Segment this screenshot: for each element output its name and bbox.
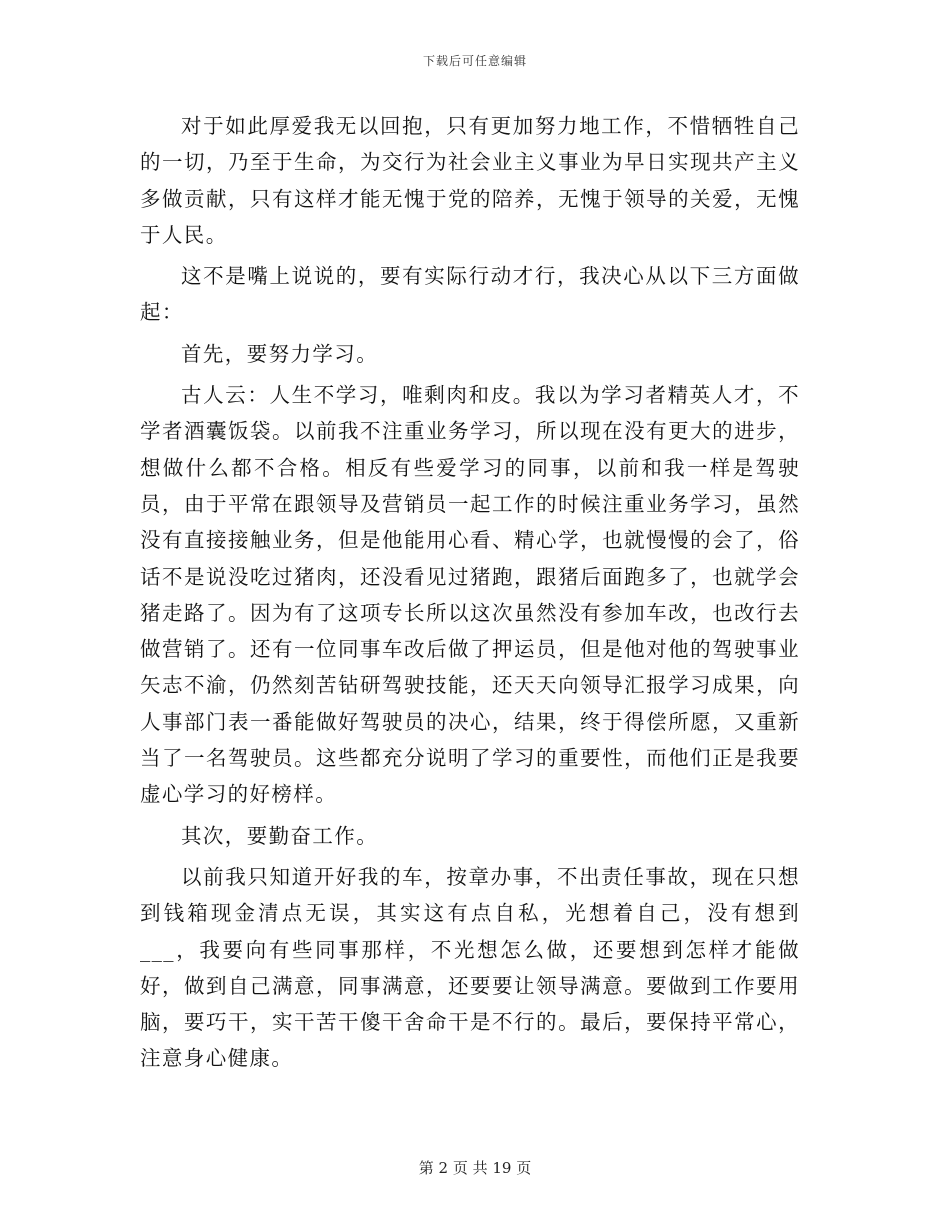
body-text	[140, 108, 800, 1082]
paragraph-gratitude: 对于如此厚爱我无以回抱，只有更加努力地工作，不惜牺牲自己的一切，乃至于生命，为交行为社会业主义事业为早日实现共产主义多做贡献，只有这样才能无愧于党的陪养，无愧于领导的关爱，无愧于人民。	[140, 114, 800, 247]
paragraph-first-point: 首先，要努力学习。	[181, 341, 379, 366]
page-header: 下载后可任意编辑	[422, 54, 527, 68]
page-number: 第 2 页 共 19 页	[418, 1159, 532, 1177]
paragraph-study: 古人云：人生不学习，唯剩肉和皮。我以为学习者精英人才，不学者酒囊饭袋。以前我不注重业务学习，所以现在没有更大的进步，想做什么都不合格。相反有些爱学习的同事，以前和我一样是驾驶员，由于平常在跟领导及营销员一起工作的时候注重业务学习，虽然没有直接接触业务，但是他能用心看、精心学，也就慢慢的会了，俗话不是说没吃过猪肉，还没看见过猪跑，跟猪后面跑多了，也就学会猪走路了。因为有了这项专长所以这次虽然没有参加车改，也改行去做营销了。还有一位同事车改后做了押运员，但是他对他的驾驶事业矢志不渝，仍然刻苦钻研驾驶技能，还天天向领导汇报学习成果，向人事部门表一番能做好驾驶员的决心，结果，终于得偿所愿，又重新当了一名驾驶员。这些都充分说明了学习的重要性，而他们正是我要虚心学习的好榜样。	[140, 383, 800, 807]
paragraph-work: 以前我只知道开好我的车，按章办事，不出责任事故，现在只想到钱箱现金清点无误，其实这有点自私，光想着自己，没有想到___，我要向有些同事那样，不光想怎么做，还要想到怎样才能做好，做到自己满意，同事满意，还要要让领导满意。要做到工作要用脑，要巧干，实干苦干傻干舍命干是不行的。最后，要保持平常心，注意身心健康。	[140, 864, 800, 1071]
paragraph-resolution: 这不是嘴上说说的，要有实际行动才行，我决心从以下三方面做起：	[140, 264, 800, 325]
paragraph-second-point: 其次，要勤奋工作。	[181, 823, 379, 848]
